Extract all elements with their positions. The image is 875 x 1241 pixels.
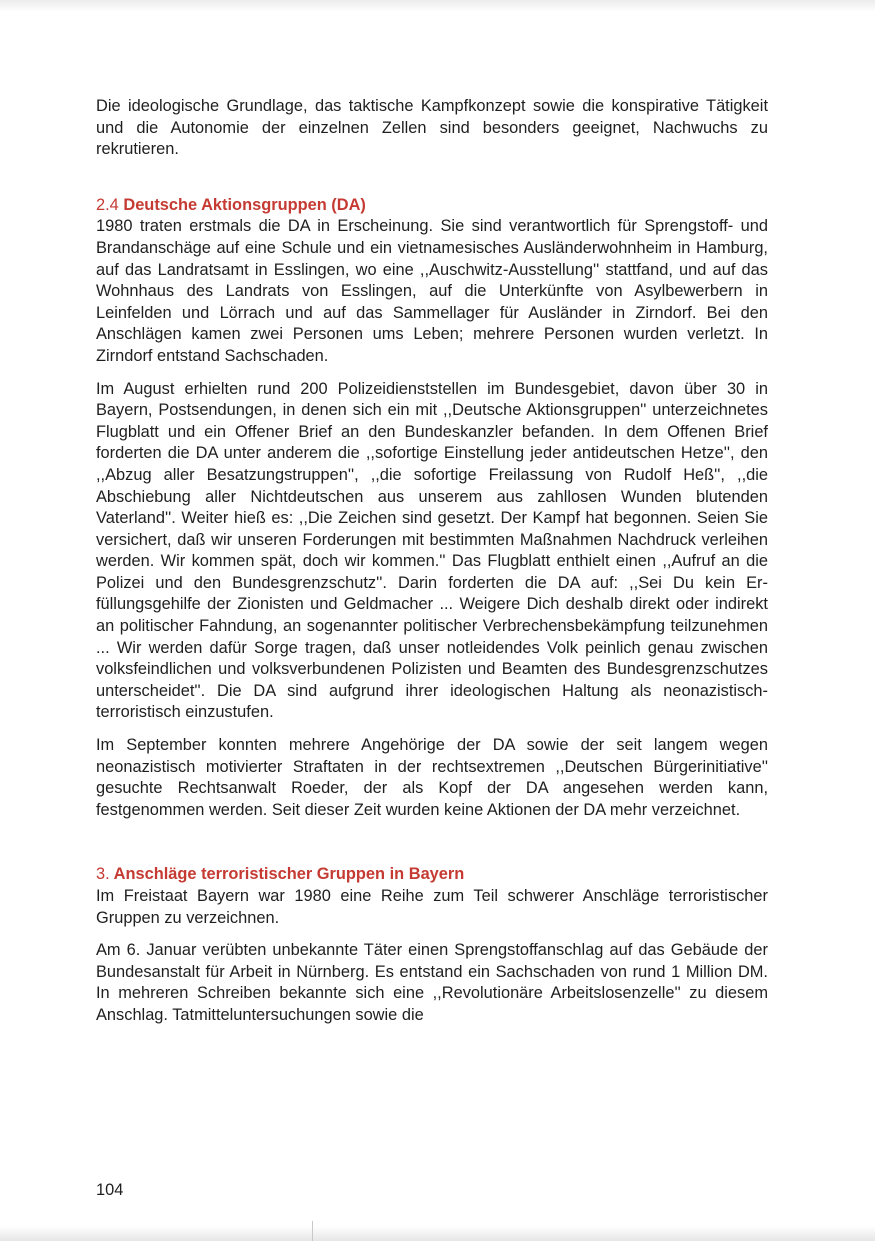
section-heading-da <box>96 195 768 217</box>
section-number: 3. <box>96 865 110 884</box>
intro-paragraph: Die ideologische Grundlage, das taktische Kampfkonzept sowie die konspirative Tätigkeit und die Autonomie der einzelnen Zellen sind besonders geeignet, Nachwuchs zu rekrutieren. <box>96 97 768 159</box>
paragraph: Im Freistaat Bayern war 1980 eine Reihe zum Teil schwerer Anschläge terroristischer Gruppen zu verzeichnen. <box>96 887 768 927</box>
page-number: 104 <box>96 1181 124 1199</box>
section-title: Deutsche Aktionsgruppen (DA) <box>123 195 366 214</box>
crop-mark <box>312 1221 313 1241</box>
section-title: Anschläge terroristischer Gruppen in Bayern <box>113 865 465 884</box>
paragraph: 1980 traten erstmals die DA in Erscheinung. Sie sind verantwortlich für Sprengstoff- und Brandanschäge auf eine Schule und ein vietnamesisches Ausländerwohnheim in Hamburg, auf das Landratsamt in Esslingen, wo eine ,,Auschwitz-Ausstellung'' stattfand, und auf das Wohnhaus des Landrats von Esslingen, auf die Unterkünfte von Asylbewerbern in Leinfelden und Lörrach und auf das Sammellager für Ausländer in Zirndorf. Bei den Anschlägen kamen zwei Personen ums Leben; mehrere Personen wurden verletzt. In Zirndorf entstand Sachschaden. <box>96 217 768 365</box>
scan-bottom-edge <box>0 1226 875 1241</box>
section-number: 2.4 <box>96 195 119 214</box>
scan-top-edge <box>0 0 875 12</box>
paragraph: Am 6. Januar verübten unbekannte Täter einen Sprengstoffanschlag auf das Gebäude der Bundesanstalt für Arbeit in Nürnberg. Es entstand ein Sachschaden von rund 1 Million DM. In mehreren Schreiben bekannte sich eine ,,Revolutionäre Arbeitslosenzelle'' zu diesem Anschlag. Tatmitteluntersuchungen sowie die <box>96 941 768 1024</box>
document-body <box>96 96 768 1027</box>
paragraph: Im August erhielten rund 200 Polizeidienststellen im Bundesgebiet, davon über 30 in Bayern, Postsendungen, in denen sich ein mit ,,Deutsche Aktionsgruppen'' unterzeichnetes Flugblatt und ein Offener Brief an den Bundeskanzler befanden. In dem Offenen Brief forderten die DA unter anderem die ,,sofortige Einstellung jeder antideutschen Hetze'', den ,,Abzug aller Besatzungstruppen'', ,,die sofortige Freilassung von Rudolf Heß'', ,,die Abschiebung aller Nichtdeutschen aus unserem aus zahllosen Wunden blutenden Vaterland''. Weiter hieß es: ,,Die Zeichen sind gesetzt. Der Kampf hat begonnen. Seien Sie versichert, daß wir unseren Forderungen mit bestimmten Maßnahmen Nachdruck verleihen werden. Wir kommen spät, doch wir kommen.'' Das Flugblatt enthielt einen ,,Aufruf an die Polizei und den Bundesgrenzschutz''. Darin forderten die DA auf: ,,Sei Du kein Erfüllungsgehilfe der Zionisten und Geldmacher ... Weigere Dich deshalb direkt oder indirekt an politischer Fahndung, an sogenannter politischer Verbrechensbekämpfung teilzunehmen ... Wir werden dafür Sorge tragen, daß unser notleidendes Volk peinlich genau zwischen volksfeindlichen und volksverbundenen Polizisten und Beamten des Bundesgrenzschutzes unterscheidet''. Die DA sind aufgrund ihrer ideologischen Haltung als neonazistisch-terroristisch einzustufen. <box>96 379 768 722</box>
section-heading-bayern <box>96 864 768 886</box>
paragraph: Im September konnten mehrere Angehörige der DA sowie der seit langem wegen neonazistisch motivierter Straftaten in der rechtsextremen ,,Deutschen Bürgerinitiative'' gesuchte Rechtsanwalt Roeder, der als Kopf der DA angesehen werden kann, festgenommen werden. Seit dieser Zeit wurden keine Aktionen der DA mehr verzeichnet. <box>96 736 768 819</box>
